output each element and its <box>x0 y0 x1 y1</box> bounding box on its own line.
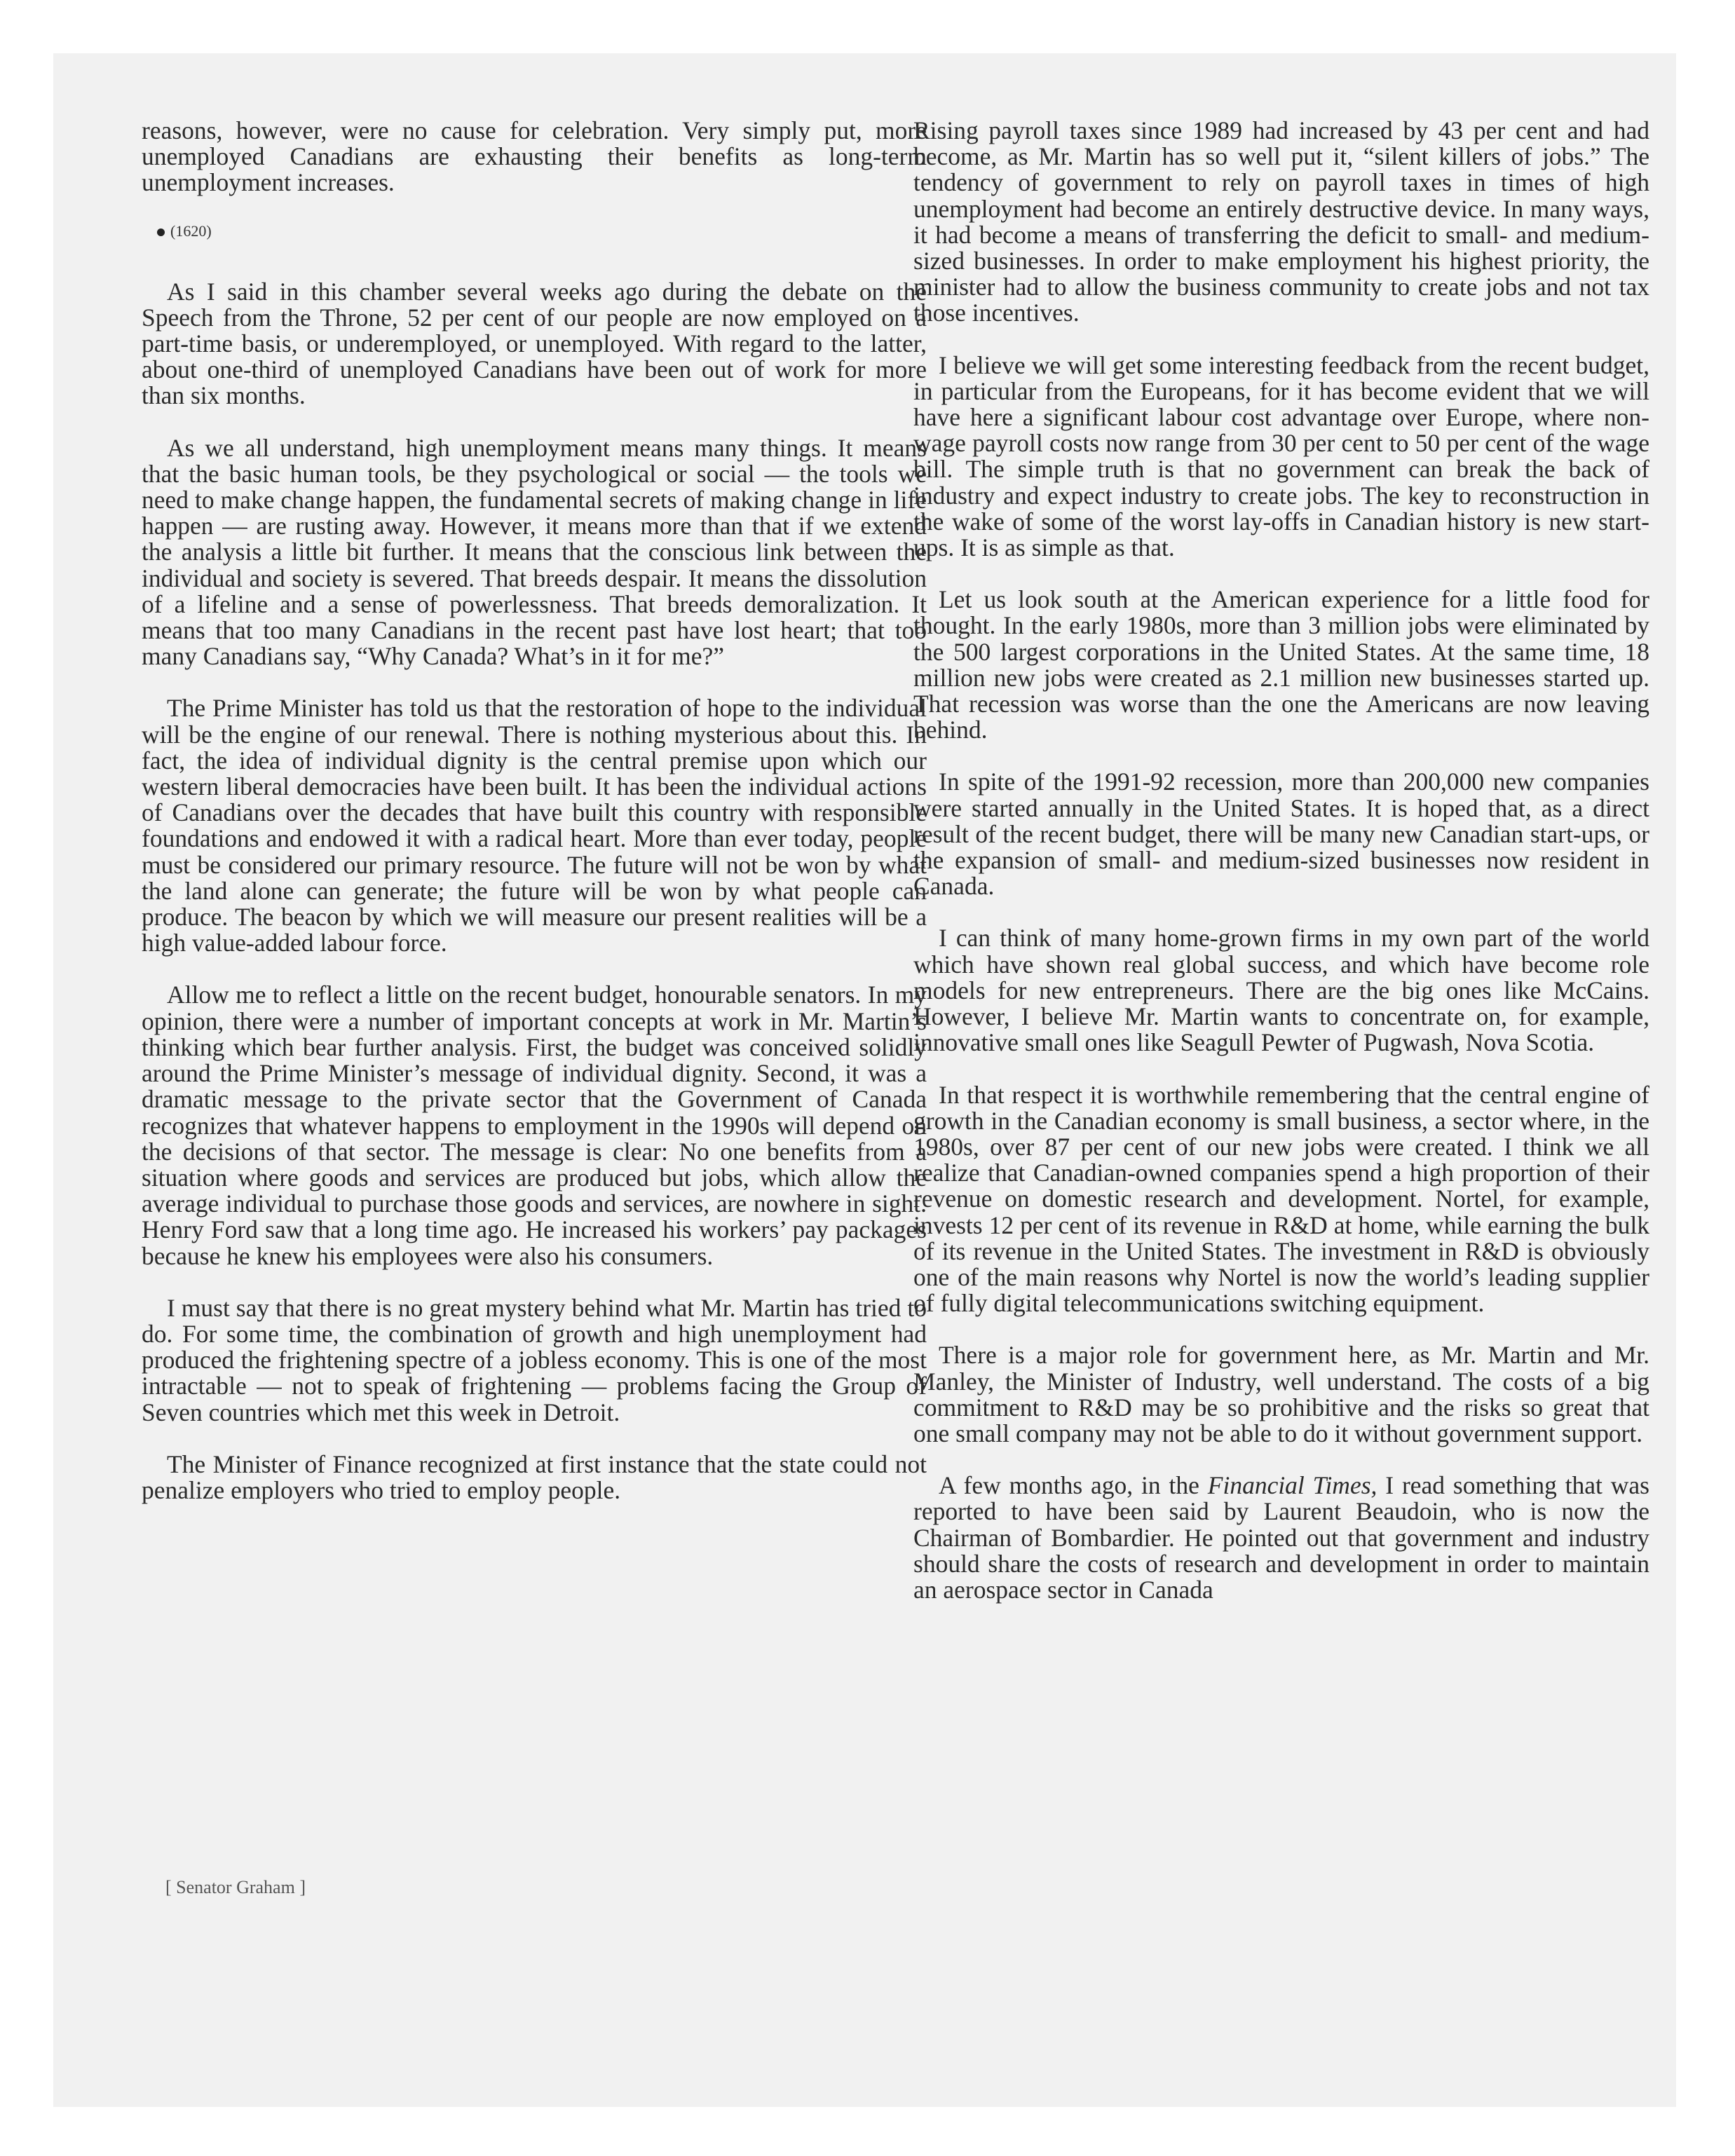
paragraph: Let us look south at the American experience for a little food for thought. In the early 1980s, more than 3 million jobs were eliminated by the 500 largest corporations in the United States. At the same time, 18 million new jobs were created as 2.1 million new businesses started up. That recession was worse than the one the Americans are now leaving behind. <box>913 585 1649 744</box>
page-sheet <box>53 53 1676 2107</box>
paragraph: Allow me to reflect a little on the recent budget, honourable senators. In my opinion, there were a number of important concepts at work in Mr. Martin’s thinking which bear further analysis. First, the budget was conceived solidly around the Prime Minister’s message of individual dignity. Second, it was a dramatic message to the private sector that the Government of Canada recognizes that whatever happens to employment in the 1990s will depend on the decisions of that sector. The message is clear: No one benefits from a situation where goods and services are produced but jobs, which allow the average individual to purchase those goods and services, are nowhere in sight. Henry Ford saw that a long time ago. He increased his workers’ pay packages because he knew his employees were also his consumers. <box>142 981 927 1270</box>
publication-title: Financial Times, <box>1207 1471 1377 1500</box>
paragraph: The Prime Minister has told us that the restoration of hope to the individual will be the engine of our renewal. There is nothing mysterious about this. In fact, the idea of individual dignity is the central premise upon which our western liberal democracies have been built. It has been the individual actions of Canadians over the decades that have built this country with responsible foundations and endowed it with a radical heart. More than ever today, people must be considered our primary resource. The future will not be won by what the land alone can generate; the future will be won by what people can produce. The beacon by which we will measure our present realities will be a high value-added labour force. <box>142 694 927 957</box>
time-marker-text: (1620) <box>170 221 212 240</box>
paragraph-text: I read something that was reported to have been said by Laurent Beaudoin, who is now the Chairman of Bombardier. He pointed out that government and industry should share the costs of research and development in order to maintain an aerospace sector in Canada <box>913 1471 1650 1604</box>
paragraph <box>913 1473 1649 1603</box>
bullet-icon <box>157 228 165 236</box>
paragraph: The Minister of Finance recognized at first instance that the state could not penalize employers who tried to employ people. <box>142 1449 927 1504</box>
paragraph: I believe we will get some interesting feedback from the recent budget, in particular from the Europeans, for it has become evident that we will have here a significant labour cost advantage over Europe, where non-wage payroll costs now range from 30 per cent to 50 per cent of the wage bill. The simple truth is that no government can break the back of industry and expect industry to create jobs. The key to reconstruction in the wake of some of the worst lay-offs in Canadian history is new start-ups. It is as simple as that. <box>913 350 1649 562</box>
right-column <box>913 118 1649 1629</box>
time-marker <box>157 222 927 240</box>
paragraph: As we all understand, high unemployment means many things. It means that the basic human tools, be they psychological or social — the tools we need to make change happen, the fundamental secrets of making change in life happen — are rusting away. However, it means more than that if we extend the analysis a little bit further. It means that the conscious link between the individual and society is severed. That breeds despair. It means the dissolution of a lifeline and a sense of powerlessness. That breeds demoralization. It means that too many Canadians in the recent past have lost heart; that too many Canadians say, “Why Canada? What’s in it for me?” <box>142 433 927 671</box>
left-column <box>142 118 927 1529</box>
speaker-footer: [ Senator Graham ] <box>165 1877 306 1897</box>
paragraph: Rising payroll taxes since 1989 had increased by 43 per cent and had become, as Mr. Martin has so well put it, “silent killers of jobs.” The tendency of government to rely on payroll taxes in times of high unemployment had become an entirely destructive device. In many ways, it had become a means of transferring the deficit to small- and medium-sized businesses. In order to make employment his highest priority, the minister had to allow the business community to create jobs and not tax those incentives. <box>913 116 1649 327</box>
paragraph: As I said in this chamber several weeks ago during the debate on the Speech from the Throne, 52 per cent of our people are now employed on a part-time basis, or underemployed, or unemployed. With regard to the latter, about one-third of unemployed Canadians have been out of work for more than six months. <box>142 277 927 410</box>
paragraph-text: A few months ago, in the <box>939 1471 1208 1500</box>
paragraph: reasons, however, were no cause for celebration. Very simply put, more unemployed Canadians are exhausting their benefits as long-term unemployment increases. <box>142 116 927 197</box>
paragraph: In that respect it is worthwhile remembering that the central engine of growth in the Canadian economy is small business, a sector where, in the 1980s, over 87 per cent of our new jobs were created. I think we all realize that Canadian-owned companies spend a high proportion of their revenue on domestic research and development. Nortel, for example, invests 12 per cent of its revenue in R&D at home, while earning the bulk of its revenue in the United States. The investment in R&D is obviously one of the main reasons why Nortel is now the world’s leading supplier of fully digital telecommunications switching equipment. <box>913 1080 1649 1318</box>
paragraph: In spite of the 1991-92 recession, more than 200,000 new companies were started annually in the United States. It is hoped that, as a direct result of the recent budget, there will be many new Canadian start-ups, or the expansion of small- and medium-sized businesses now resident in Canada. <box>913 767 1649 901</box>
paragraph: I must say that there is no great mystery behind what Mr. Martin has tried to do. For some time, the combination of growth and high unemployment had produced the frightening spectre of a jobless economy. This is one of the most intractable — not to speak of frightening — problems facing the Group of Seven countries which met this week in Detroit. <box>142 1293 927 1426</box>
paragraph: I can think of many home-grown firms in my own part of the world which have shown real global success, and which have become role models for new entrepreneurs. There are the big ones like McCains. However, I believe Mr. Martin wants to concentrate on, for example, innovative small ones like Seagull Pewter of Pugwash, Nova Scotia. <box>913 924 1649 1057</box>
paragraph: There is a major role for government here, as Mr. Martin and Mr. Manley, the Minister of Industry, well understand. The costs of a big commitment to R&D may be so prohibitive and the risks so great that one small company may not be able to do it without government support. <box>913 1341 1649 1447</box>
